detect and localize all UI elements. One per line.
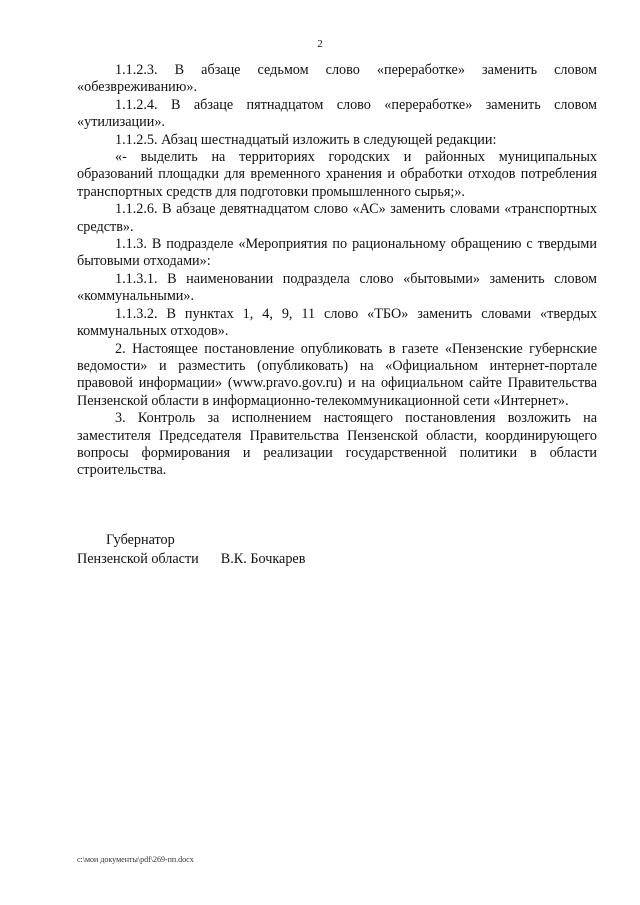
signature-line — [77, 550, 305, 569]
paragraph-1-1-2-6: 1.1.2.6. В абзаце девятнадцатом слово «АС» заменить словами «транспортных средств». — [77, 201, 597, 235]
signature-title: Губернатор — [106, 532, 175, 548]
paragraph-1-1-3-1: 1.1.3.1. В наименовании подраздела слово «бытовыми» заменить словом «коммунальными». — [77, 270, 597, 305]
document-body — [77, 62, 597, 480]
paragraph-2-publication: 2. Настоящее постановление опубликовать в газете «Пензенские губернские ведомости» и разместить (опубликовать) на «Официальном интернет-портале правовой информации» (www.pravo.gov.ru) и на официальном сайте Правительства Пензенской области в информационно-телекоммуникационной сети «Интернет». — [77, 340, 597, 409]
paragraph-3-control: 3. Контроль за исполнением настоящего постановления возложить на заместителя Председателя Правительства Пензенской области, координирующего вопросы формирования и реализации государственной политики в области строительства. — [77, 410, 597, 479]
paragraph-1-1-2-3: 1.1.2.3. В абзаце седьмом слово «переработке» заменить словом «обезвреживанию». — [77, 62, 597, 96]
signature-region: Пензенской области — [77, 551, 199, 567]
paragraph-1-1-3: 1.1.3. В подразделе «Мероприятия по рациональному обращению с твердыми бытовыми отходами»: — [77, 236, 597, 270]
paragraph-1-1-2-4: 1.1.2.4. В абзаце пятнадцатом слово «переработке» заменить словом «утилизации». — [77, 96, 597, 131]
footer-file-path: c:\мои документы\pdf\269-пп.docx — [77, 855, 194, 864]
paragraph-quoted-amendment: «- выделить на территориях городских и районных муниципальных образований площадки для временного хранения и обработки отходов потребления транспортных средств для подготовки промышленного сырья;». — [77, 149, 597, 200]
paragraph-1-1-3-2: 1.1.3.2. В пунктах 1, 4, 9, 11 слово «ТБО» заменить словами «твердых коммунальных отходов». — [77, 305, 597, 340]
signature-name: В.К. Бочкарев — [220, 551, 306, 567]
paragraph-1-1-2-5: 1.1.2.5. Абзац шестнадцатый изложить в следующей редакции: — [115, 131, 497, 148]
page-number: 2 — [317, 38, 323, 50]
signature-block — [77, 531, 305, 569]
